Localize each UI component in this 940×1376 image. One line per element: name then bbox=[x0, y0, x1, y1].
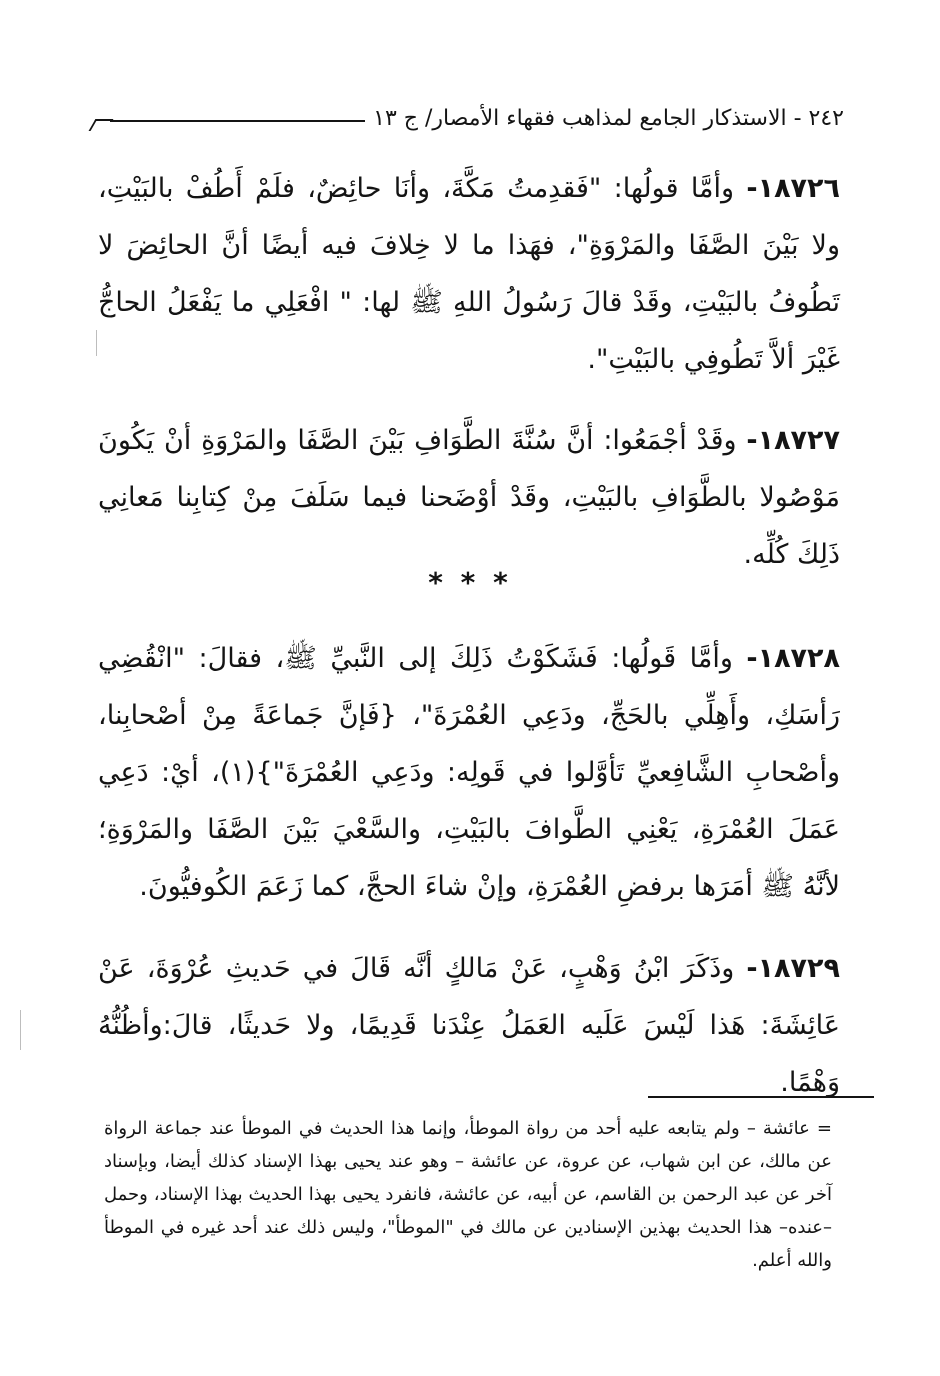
paragraph-text: وأمَّا قولُها: "فَقدِمتُ مَكَّةَ، وأنَا حائِضٌ، فلَمْ أَطُفْ بالبَيْتِ، ولا بَيْنَ الصَّفَا والمَرْوَةِ"، فهَذا ما لا خِلافَ فيه أيضًا أنَّ الحائِضَ لا تَطُوفُ بالبَيْتِ، وقَدْ قالَ رَسُولُ اللهِ ﷺ لها: " افْعَلِي ما يَفْعَلُ الحاجُّ غَيْرَ ألاَّ تَطُوفِي بالبَيْتِ". bbox=[98, 173, 840, 375]
header-rule-end bbox=[89, 119, 114, 131]
paragraph-text: وأمَّا قَولُها: فَشَكَوْتُ ذَلِكَ إلى النَّبيِّ ﷺ، فقالَ: "انْقُضِي رَأسَكِ، وأَهِلِّي بالحَجِّ، ودَعِي العُمْرَةَ"، {فَإنَّ جَماعَةً مِنْ أصْحابِنا، وأصْحابِ الشَّافِعيِّ تَأوَّلوا في قَولِه: ودَعِي العُمْرَةَ"}(١)، أيْ: دَعِي عَمَلَ العُمْرَةِ، يَعْنِي الطَّوافَ بالبَيْتِ، والسَّعْيَ بَيْنَ الصَّفَا والمَرْوَةِ؛ لأنَّهُ ﷺ أمَرَها برفضِ العُمْرَةِ، وإنْ شاءَ الحجَّ، كما زَعَمَ الكُوفيُّونَ. bbox=[98, 643, 840, 902]
paragraph-text: وقَدْ أجْمَعُوا: أنَّ سُنَّةَ الطَّوَافِ بَيْنَ الصَّفَا والمَرْوَةِ أنْ يَكُونَ مَوْصُولا بالطَّوَافِ بالبَيْتِ، وقَدْ أوْضَحنا فيما سَلَفَ مِنْ كِتابِنا مَعانِي ذَلِكَ كُلِّه. bbox=[98, 425, 840, 570]
paragraph-number: ١٨٧٢٧- bbox=[746, 425, 840, 456]
paragraph-number: ١٨٧٢٦- bbox=[746, 173, 840, 204]
paragraph-number: ١٨٧٢٨- bbox=[746, 643, 840, 674]
paragraph-18729 bbox=[98, 940, 840, 1111]
paragraph-text: وذَكَرَ ابْنُ وَهْبٍ، عَنْ مَالكٍ أنَّه قَالَ في حَديثِ عُرْوَةَ، عَنْ عَائِشَةَ: هَذا لَيْسَ عَلَيه العَمَلُ عِنْدَنا قَدِيمًا، ولا حَديثًا، قالَ:وأظُنُّهُ وَهْمًا. bbox=[98, 953, 840, 1098]
section-separator: * * * bbox=[428, 566, 512, 599]
running-head-text: ٢٤٢ - الاستذكار الجامع لمذاهب فقهاء الأمصار/ ج ١٣ bbox=[373, 105, 844, 131]
footnote-rule bbox=[648, 1096, 874, 1098]
header-rule bbox=[110, 120, 365, 122]
paragraph-18728 bbox=[98, 630, 840, 915]
scan-margin-mark bbox=[96, 330, 97, 356]
footnote: = عائشة – ولم يتابعه عليه أحد من رواة الموطأ، وإنما هذا الحديث في الموطأ عند جماعة الرواة عن مالك، عن ابن شهاب، عن عروة، عن عائشة – وهو عند يحيى بهذا الإسناد كذلك أيضا، وبإسناد آخر عن عبد الرحمن بن القاسم، عن أبيه، عن عائشة، فانفرد يحيى بهذا الحديث بهذا الإسناد، وحمل –عنده– هذا الحديث بهذين الإسنادين عن مالك في "الموطأ"، وليس ذلك عند أحد غيره في الموطأ والله أعلم. bbox=[104, 1118, 832, 1271]
paragraph-18726 bbox=[98, 160, 840, 388]
running-header bbox=[92, 96, 844, 140]
paragraph-18727 bbox=[98, 412, 840, 583]
paragraph-number: ١٨٧٢٩- bbox=[746, 953, 840, 984]
scan-margin-mark bbox=[20, 1010, 21, 1050]
